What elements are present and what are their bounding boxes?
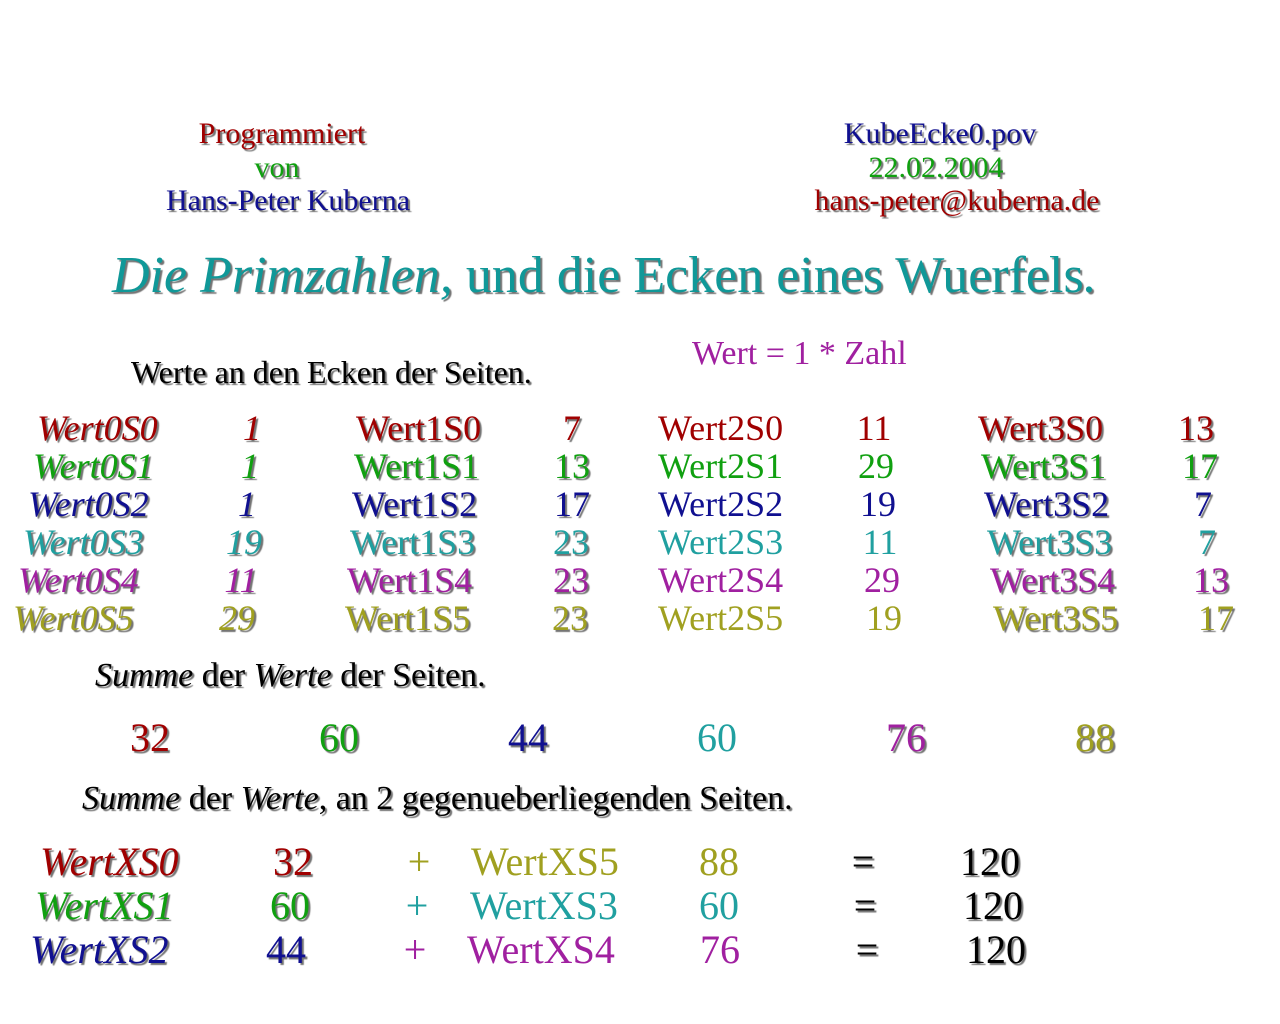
grid-value: 17	[554, 484, 590, 524]
grid-value: 23	[553, 522, 589, 562]
grid-value: 29	[858, 446, 894, 486]
pair-label-a: WertXS1	[35, 883, 174, 928]
header-right-line2: 22.02.2004	[868, 151, 1004, 184]
pair-label-b: WertXS4	[467, 927, 615, 972]
pair-label-b: WertXS5	[471, 839, 619, 884]
grid-label: Wert1S4	[347, 560, 473, 600]
grid-label: Wert3S5	[993, 598, 1119, 638]
pair-value-b: 76	[700, 927, 740, 972]
grid-label: Wert3S0	[978, 408, 1104, 448]
pair-value-a: 44	[266, 927, 306, 972]
grid-label: Wert1S1	[354, 446, 480, 486]
grid-value: 13	[1178, 408, 1214, 448]
section2-part1: Summe	[95, 657, 194, 694]
pair-label-a: WertXS2	[30, 927, 169, 972]
pair-equals: =	[851, 839, 875, 884]
sum-value-2: 44	[508, 715, 548, 760]
grid-value: 7	[563, 408, 581, 448]
pair-value-b: 60	[699, 883, 739, 928]
grid-label: Wert1S3	[350, 522, 476, 562]
grid-value: 1	[238, 484, 256, 524]
page-title	[112, 247, 1097, 304]
grid-value: 29	[219, 598, 255, 638]
grid-value: 11	[856, 408, 892, 448]
section2-part4: der Seiten.	[331, 657, 486, 694]
grid-label: Wert3S4	[990, 560, 1116, 600]
grid-value: 29	[864, 560, 900, 600]
grid-value: 23	[553, 560, 589, 600]
title-part3: .	[1083, 247, 1097, 304]
grid-value: 17	[1198, 598, 1234, 638]
header-left-line2: von	[254, 151, 300, 184]
header-left-line1: Programmiert	[198, 117, 366, 150]
grid-label: Wert0S3	[23, 522, 144, 562]
section3-heading	[82, 782, 793, 816]
grid-value: 13	[1193, 560, 1229, 600]
sum-value-0: 32	[130, 715, 170, 760]
pair-result: 120	[966, 927, 1026, 972]
header-left-line3: Hans-Peter Kuberna	[165, 184, 411, 217]
grid-label: Wert3S1	[981, 446, 1107, 486]
grid-label: Wert1S0	[356, 408, 482, 448]
grid-label: Wert2S0	[658, 408, 784, 448]
grid-value: 1	[243, 408, 261, 448]
sum-value-1: 60	[319, 715, 359, 760]
pair-value-a: 32	[273, 839, 313, 884]
header-right-line3: hans-peter@kuberna.de	[814, 184, 1100, 217]
section1-heading: Werte an den Ecken der Seiten.	[131, 354, 532, 390]
pair-result: 120	[963, 883, 1023, 928]
section2-heading	[95, 659, 486, 693]
sum-value-4: 76	[886, 715, 926, 760]
pair-value-a: 60	[270, 883, 310, 928]
section3-part2: der	[180, 780, 241, 817]
pair-plus: +	[407, 839, 431, 884]
grid-label: Wert0S5	[13, 598, 134, 638]
sum-value-5: 88	[1075, 715, 1115, 760]
grid-label: Wert2S4	[658, 560, 784, 600]
grid-label: Wert2S1	[658, 446, 784, 486]
grid-label: Wert3S3	[987, 522, 1113, 562]
pair-plus: +	[403, 927, 427, 972]
pair-value-b: 88	[699, 839, 739, 884]
grid-value: 7	[1194, 484, 1212, 524]
grid-label: Wert0S4	[18, 560, 139, 600]
grid-value: 19	[866, 598, 902, 638]
grid-value: 11	[224, 560, 258, 600]
grid-value: 19	[226, 522, 262, 562]
grid-value: 17	[1182, 446, 1218, 486]
header-right-line1: KubeEcke0.pov	[843, 117, 1037, 150]
grid-label: Wert0S1	[33, 446, 154, 486]
title-part1: Die Primzahlen,	[112, 247, 453, 304]
section2-part3: Werte	[253, 657, 332, 694]
title-part2: und die Ecken eines Wuerfels	[452, 247, 1084, 304]
section3-part4: , an 2 gegenueberliegenden Seiten.	[318, 780, 793, 817]
formula-label: Wert = 1 * Zahl	[692, 335, 907, 372]
pair-result: 120	[960, 839, 1020, 884]
grid-label: Wert0S2	[28, 484, 149, 524]
pair-equals: =	[855, 927, 879, 972]
pair-label-b: WertXS3	[470, 883, 618, 928]
pair-plus: +	[405, 883, 429, 928]
grid-label: Wert1S2	[352, 484, 478, 524]
grid-value: 1	[241, 446, 259, 486]
grid-label: Wert2S2	[658, 484, 784, 524]
grid-value: 13	[554, 446, 590, 486]
grid-label: Wert2S3	[658, 522, 784, 562]
sum-value-3: 60	[697, 715, 737, 760]
section3-part3: Werte	[240, 780, 319, 817]
section2-part2: der	[193, 657, 254, 694]
grid-value: 7	[1198, 522, 1216, 562]
grid-value: 23	[552, 598, 588, 638]
grid-label: Wert3S2	[984, 484, 1110, 524]
grid-label: Wert1S5	[345, 598, 471, 638]
grid-label: Wert0S0	[37, 408, 158, 448]
pair-equals: =	[853, 883, 877, 928]
section3-part1: Summe	[82, 780, 181, 817]
grid-label: Wert2S5	[658, 598, 784, 638]
grid-value: 19	[860, 484, 896, 524]
pair-label-a: WertXS0	[40, 839, 179, 884]
grid-value: 11	[862, 522, 898, 562]
